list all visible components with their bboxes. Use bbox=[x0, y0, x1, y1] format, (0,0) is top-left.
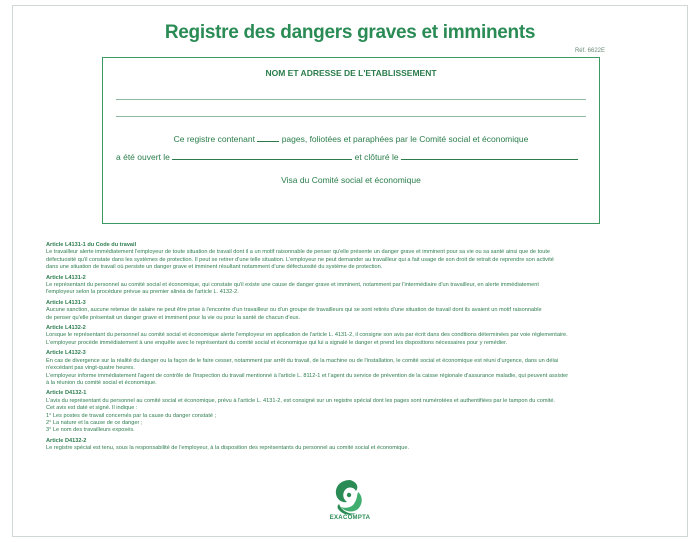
visa-label: Visa du Comité social et économique bbox=[281, 175, 421, 185]
brand-name: EXACOMPTA bbox=[329, 515, 371, 521]
establishment-box bbox=[102, 57, 600, 224]
articles-section bbox=[46, 242, 641, 453]
page-title: Registre des dangers graves et imminents bbox=[164, 22, 536, 43]
establishment-heading: NOM ET ADRESSE DE L'ETABLISSEMENT bbox=[265, 68, 437, 78]
reference-number: Réf. 6622E bbox=[574, 48, 605, 54]
opened-label: a été ouvert le bbox=[116, 152, 170, 162]
opening-closing-line bbox=[116, 151, 588, 162]
register-pre-text: Ce registre contenant bbox=[173, 134, 255, 144]
article-text: Lorsque le représentant du personnel au comité social et économique alerte l'employeur en application de l'article L. 4131-2, il consigne son avis par écrit dans des conditions déterminées par voie réglementaire. L'employeur procède immédiatement à une enquête avec le représentant du comité social et économique qui lui a signalé le danger et prend les dispositions nécessaires pour y remédier. bbox=[46, 332, 568, 346]
address-line-2 bbox=[116, 116, 586, 117]
article-text: L'avis du représentant du personnel au comité social et économique, prévu à l'article L. 4131-2, est consigné sur un registre spécial dont les pages sont numérotées et authentifiées par le tampon du comité. Cet avis est daté et signé. Il indique : 1° Les postes de travail concernés par la cause du danger constaté ; 2° La nature et la cause de ce danger ; 3° Le nom des travailleurs exposés. bbox=[46, 397, 555, 434]
article-text: Le représentant du personnel au comité social et économique, qui constate qu'il existe une cause de danger grave et imminent, notamment par l'intermédiaire d'un travailleur, en alerte immédiatement l'employeur selon la procédure prévue au premier alinéa de l'article L. 4132-2. bbox=[46, 282, 539, 296]
article-title: Article L4131-2 bbox=[46, 274, 86, 281]
register-post-text: pages, foliotées et paraphées par le Comité social et économique bbox=[281, 134, 529, 144]
article-text: Aucune sanction, aucune retenue de salaire ne peut être prise à l'encontre d'un travailleur ou d'un groupe de travailleurs qui se sont retirés d'une situation de travail dont ils avaient un motif raisonnable de penser qu'elle présentait un danger grave et imminent pour la vie ou pour la santé de chacun d'eux. bbox=[46, 307, 542, 321]
opened-date-blank bbox=[172, 151, 352, 160]
closed-date-blank bbox=[401, 151, 578, 160]
article-title: Article L4131-1 du Code du travail bbox=[46, 242, 137, 248]
article-text: En cas de divergence sur la réalité du danger ou la façon de le faire cesser, notamment par arrêt du travail, de la machine ou de l'installation, le comité social et économique est réuni d'urgence, dans un délai n'excédant pas vingt-quatre heures. L'employeur informe immédiatement l'agent de contrôle de l'inspection du travail mentionné à l'article L. 8112-1 et l'agent du service de prévention de la caisse régionale d'assurance maladie, qui peuvent assister à la réunion du comité social et économique. bbox=[46, 357, 569, 386]
pages-count-blank bbox=[257, 133, 279, 142]
article-title: Article D4132-1 bbox=[46, 390, 87, 397]
register-pages-line bbox=[103, 133, 599, 144]
article-title: Article L4132-3 bbox=[46, 350, 86, 357]
article-title: Article D4132-2 bbox=[46, 437, 87, 444]
closed-label: et clôturé le bbox=[354, 152, 399, 162]
article-title: Article L4132-2 bbox=[46, 325, 86, 332]
address-line-1 bbox=[116, 99, 586, 100]
article-text: Le registre spécial est tenu, sous la responsabilité de l'employeur, à la disposition des représentants du personnel au comité social et économique. bbox=[46, 445, 410, 452]
article-title: Article L4131-3 bbox=[46, 299, 86, 306]
article-text: Le travailleur alerte immédiatement l'employeur de toute situation de travail dont il a un motif raisonnable de penser qu'elle présente un danger grave et imminent pour sa vie ou sa santé ainsi que de toute défectuosité qu'il constate dans les systèmes de protection. Il peut se retirer d'une telle situation. L'employeur ne peut demander au travailleur qui a fait usage de son droit de retrait de reprendre son activité dans une situation de travail où persiste un danger grave et imminent résultant notamment d'une défectuosité du système de protection. bbox=[46, 249, 554, 271]
